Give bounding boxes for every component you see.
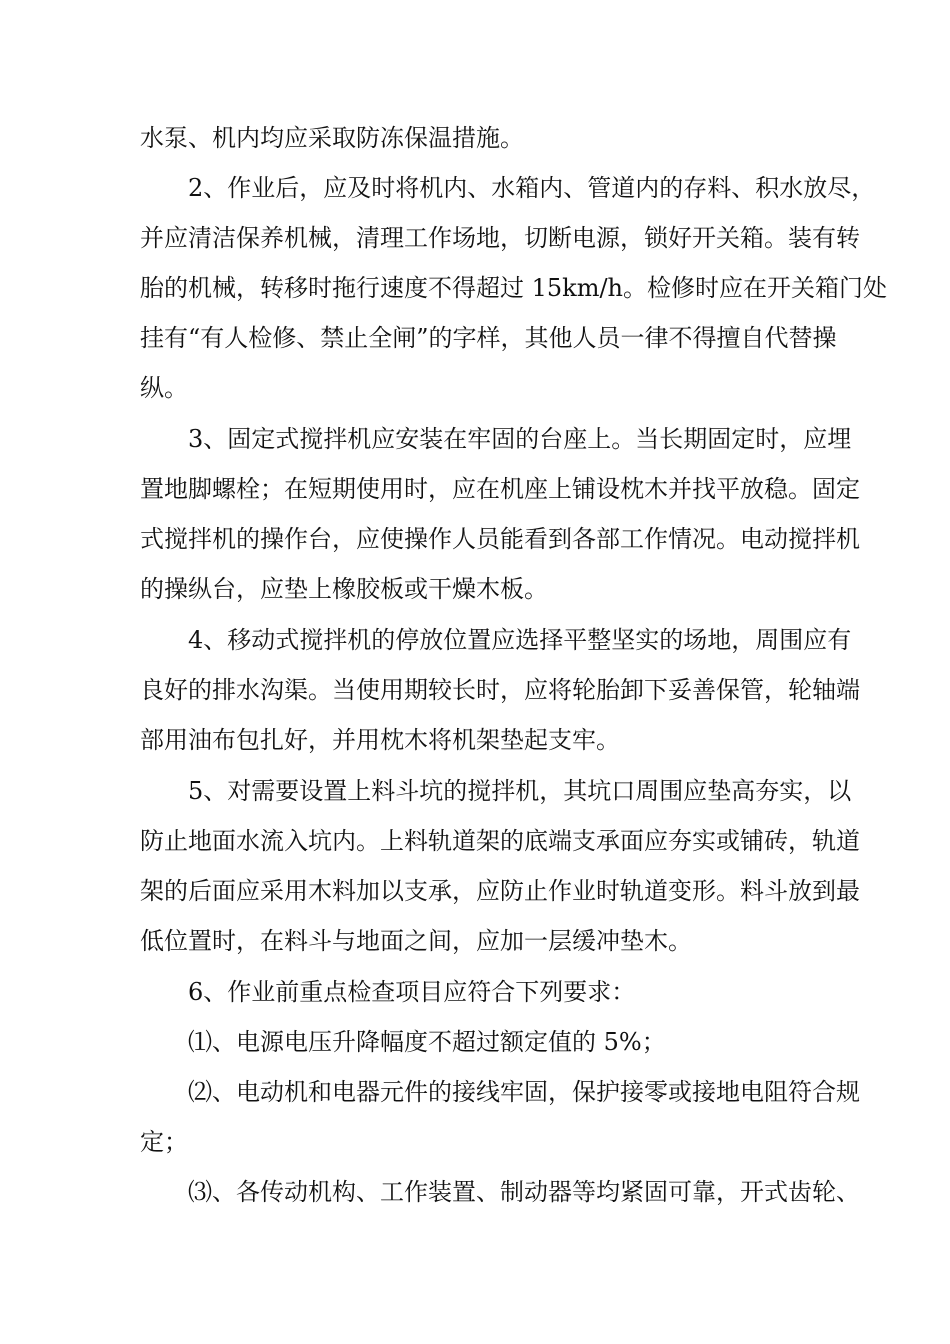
text-line: 架的后面应采用木料加以支承，应防止作业时轨道变形。料斗放到最 bbox=[140, 877, 860, 905]
text-line: 防止地面水流入坑内。上料轨道架的底端支承面应夯实或铺砖，轨道 bbox=[140, 827, 860, 855]
paragraph-5-line: 5、对需要设置上料斗坑的搅拌机，其坑口周围应垫高夯实，以 bbox=[188, 777, 852, 805]
list-item-2: ⑵、电动机和电器元件的接线牢固，保护接零或接地电阻符合规 bbox=[188, 1078, 860, 1106]
text-line: 良好的排水沟渠。当使用期较长时，应将轮胎卸下妥善保管，轮轴端 bbox=[140, 676, 860, 704]
text-line: 部用油布包扎好，并用枕木将机架垫起支牢。 bbox=[140, 726, 620, 754]
list-item-3: ⑶、各传动机构、工作装置、制动器等均紧固可靠，开式齿轮、 bbox=[188, 1178, 860, 1206]
text-line: 定； bbox=[140, 1128, 188, 1156]
paragraph-6-line: 6、作业前重点检查项目应符合下列要求： bbox=[188, 978, 636, 1006]
text-line: 水泵、机内均应采取防冻保温措施。 bbox=[140, 124, 524, 152]
text-line: 式搅拌机的操作台，应使操作人员能看到各部工作情况。电动搅拌机 bbox=[140, 525, 860, 553]
text-line: 纵。 bbox=[140, 374, 188, 402]
text-line: 胎的机械，转移时拖行速度不得超过 15km/h。检修时应在开关箱门处 bbox=[140, 274, 888, 302]
text-line: 低位置时，在料斗与地面之间，应加一层缓冲垫木。 bbox=[140, 927, 692, 955]
list-item-1: ⑴、电源电压升降幅度不超过额定值的 5%； bbox=[188, 1028, 666, 1056]
paragraph-3-line: 3、固定式搅拌机应安装在牢固的台座上。当长期固定时，应埋 bbox=[188, 425, 852, 453]
text-line: 挂有“有人检修、禁止全闸”的字样，其他人员一律不得擅自代替操 bbox=[140, 324, 837, 352]
text-line: 置地脚螺栓；在短期使用时，应在机座上铺设枕木并找平放稳。固定 bbox=[140, 475, 860, 503]
text-line: 的操纵台，应垫上橡胶板或干燥木板。 bbox=[140, 575, 548, 603]
paragraph-2-line: 2、作业后，应及时将机内、水箱内、管道内的存料、积水放尽， bbox=[188, 174, 876, 202]
text-line: 并应清洁保养机械，清理工作场地，切断电源，锁好开关箱。装有转 bbox=[140, 224, 860, 252]
paragraph-4-line: 4、移动式搅拌机的停放位置应选择平整坚实的场地，周围应有 bbox=[188, 626, 852, 654]
